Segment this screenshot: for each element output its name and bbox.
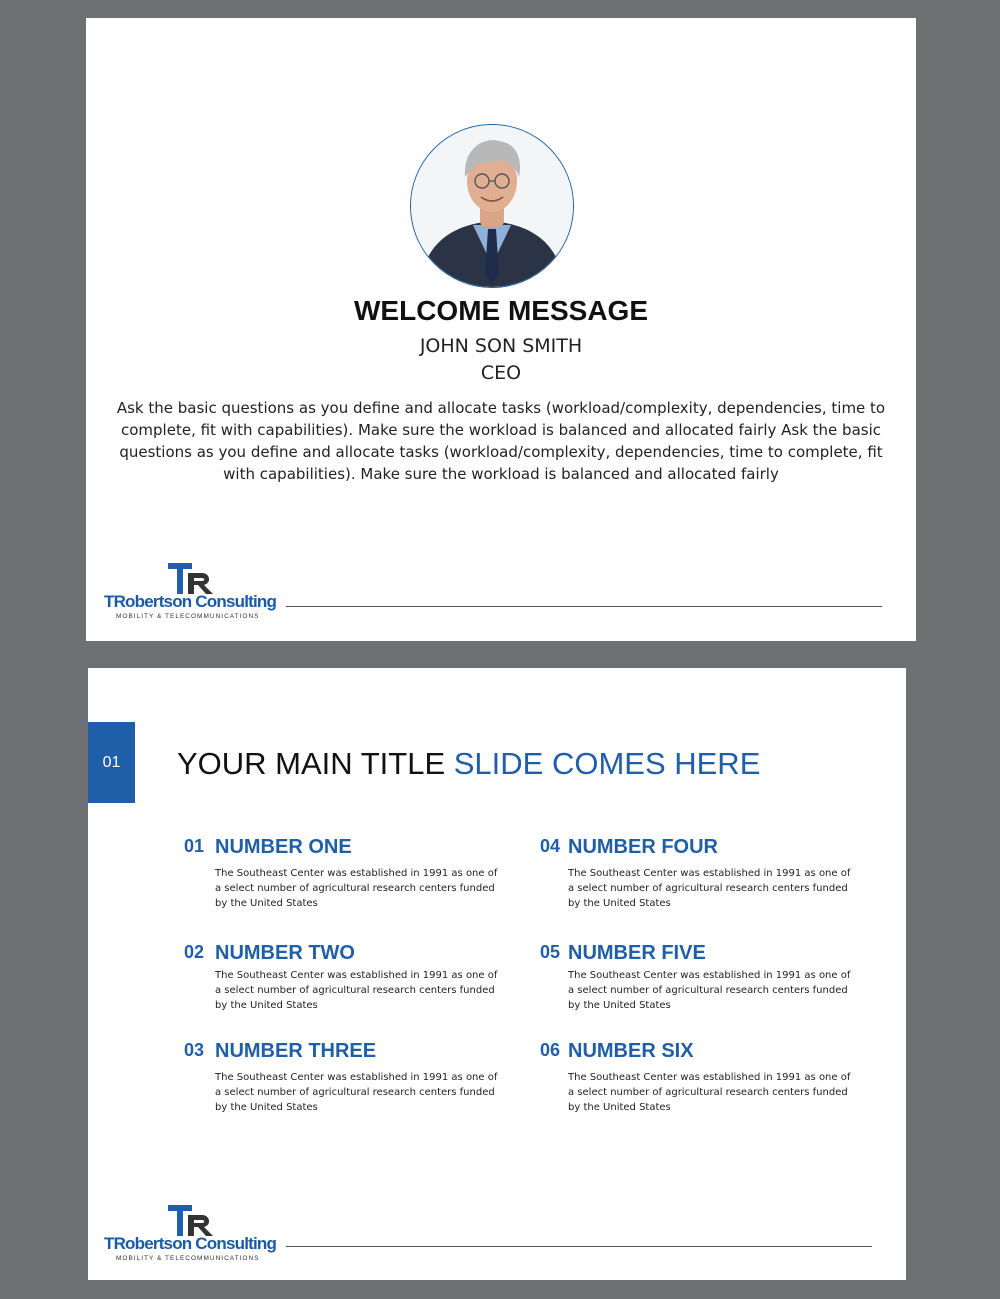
company-logo — [104, 561, 304, 623]
logo-tagline: MOBILITY & TELECOMMUNICATIONS — [116, 1255, 260, 1262]
main-title-accent: SLIDE COMES HERE — [453, 746, 761, 781]
item-body: The Southeast Center was established in 1991 as one of a select number of agricultural research centers funded by the United States — [568, 868, 851, 909]
item-title: NUMBER SIX — [568, 1040, 694, 1062]
logo-tagline: MOBILITY & TELECOMMUNICATIONS — [116, 613, 260, 620]
item-body: The Southeast Center was established in 1991 as one of a select number of agricultural research centers funded by the United States — [215, 970, 498, 1011]
main-title-slide — [88, 668, 906, 1280]
item-title: NUMBER TWO — [215, 942, 355, 964]
logo-name: TRobertson Consulting — [104, 592, 277, 611]
footer-divider — [286, 1246, 872, 1247]
item-body: The Southeast Center was established in 1991 as one of a select number of agricultural research centers funded by the United States — [568, 1072, 851, 1113]
item-title: NUMBER ONE — [215, 836, 352, 858]
item-number: 06 — [540, 1040, 561, 1060]
logo-name: TRobertson Consulting — [104, 1234, 277, 1253]
ceo-name: JOHN SON SMITH — [419, 335, 583, 357]
item-title: NUMBER THREE — [215, 1040, 377, 1062]
person-photo-icon — [411, 125, 573, 287]
ceo-portrait — [410, 124, 574, 288]
tr-logo-mark-icon — [166, 561, 216, 595]
item-number: 02 — [184, 942, 205, 962]
footer-divider — [286, 606, 882, 607]
welcome-slide — [86, 18, 916, 641]
slide-number-badge: 01 — [88, 722, 135, 803]
welcome-title: WELCOME MESSAGE — [353, 295, 648, 326]
item-number: 05 — [540, 942, 561, 962]
item-body: The Southeast Center was established in 1991 as one of a select number of agricultural research centers funded by the United States — [215, 1072, 498, 1113]
item-number: 01 — [184, 836, 205, 856]
tr-logo-mark-icon — [166, 1203, 216, 1237]
company-logo — [104, 1203, 304, 1265]
item-number: 04 — [540, 836, 561, 856]
item-body: The Southeast Center was established in 1991 as one of a select number of agricultural research centers funded by the United States — [215, 868, 498, 909]
item-title: NUMBER FOUR — [568, 836, 718, 858]
item-number: 03 — [184, 1040, 205, 1060]
item-title: NUMBER FIVE — [568, 942, 706, 964]
welcome-body-text: Ask the basic questions as you define and allocate tasks (workload/complexity, dependencies, time to complete, fit with capabilities). Make sure the workload is balanced and allocated fairly Ask the basic questions as you define and allocate tasks (workload/complexity, dependencies, time to complete, fit with capabilities). Make sure the workload is balanced and allocated fairly — [116, 399, 886, 483]
main-title-dark: YOUR MAIN TITLE — [177, 746, 454, 781]
ceo-role: CEO — [480, 362, 522, 384]
main-title — [177, 746, 760, 782]
item-body: The Southeast Center was established in 1991 as one of a select number of agricultural research centers funded by the United States — [568, 970, 851, 1011]
